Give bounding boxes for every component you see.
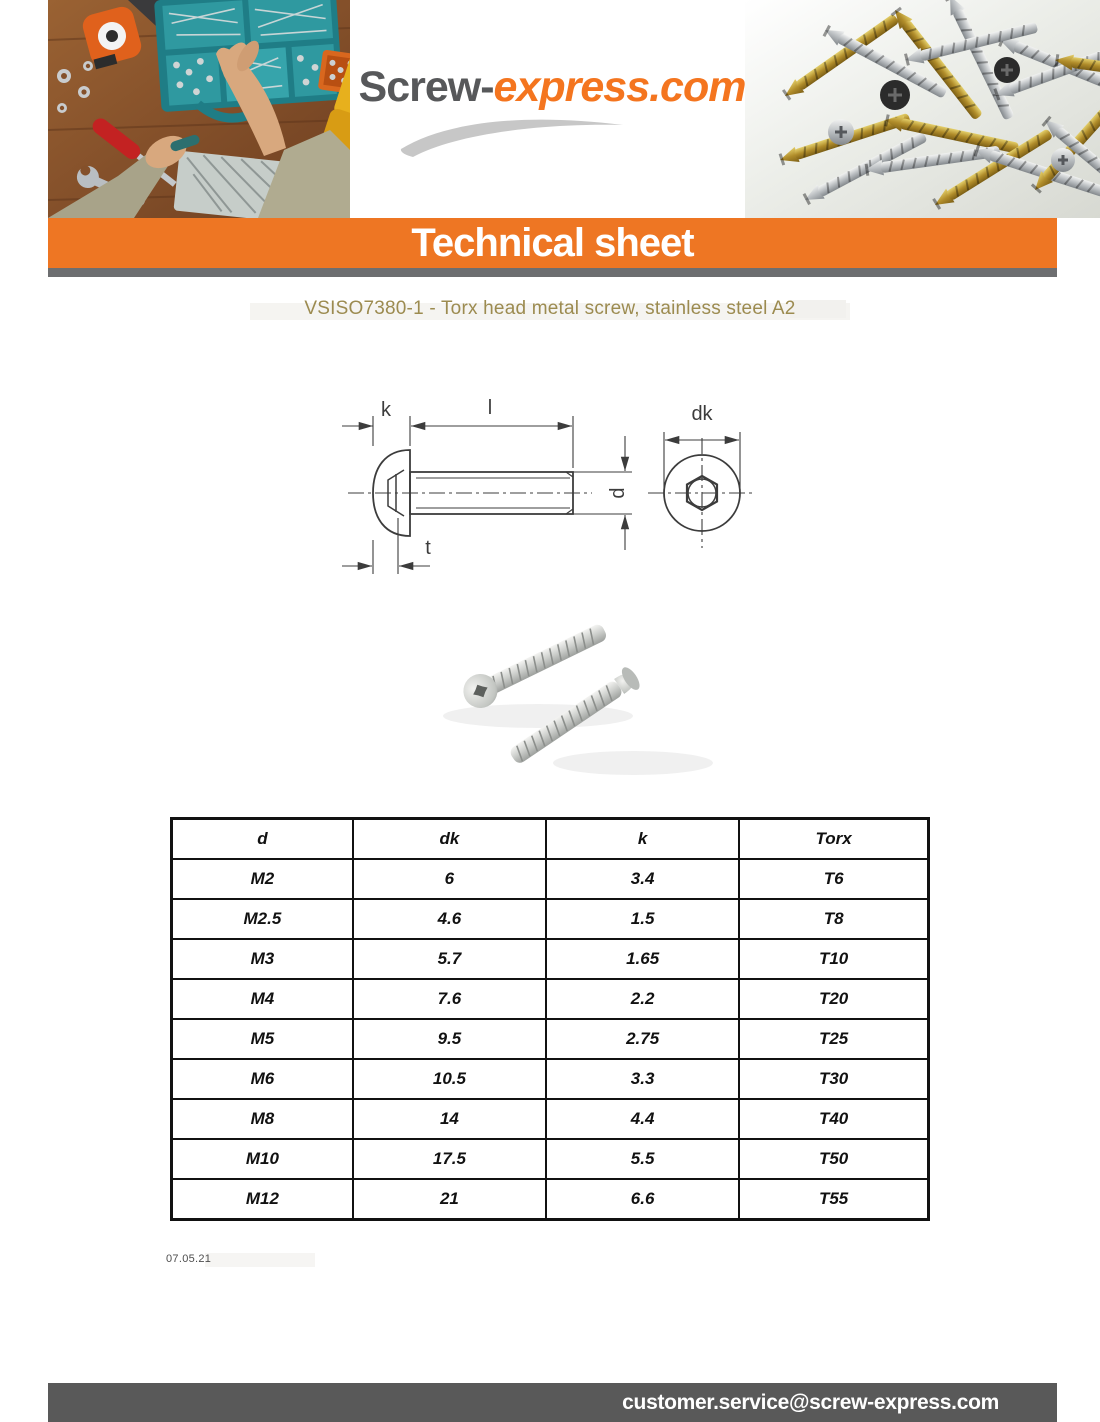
col-header-torx: Torx — [739, 819, 928, 860]
banner-divider — [48, 268, 1057, 277]
table-row — [172, 1059, 929, 1099]
table-row — [172, 1139, 929, 1179]
cell-torx: T10 — [739, 939, 928, 979]
screw-pile-photo — [745, 0, 1100, 218]
cell-d: M5 — [172, 1019, 353, 1059]
cell-k: 1.65 — [546, 939, 739, 979]
document-date: 07.05.21 — [166, 1253, 212, 1265]
screw-pile-graphic — [745, 0, 1100, 218]
cell-d: M10 — [172, 1139, 353, 1179]
cell-dk: 4.6 — [353, 899, 546, 939]
cell-dk: 5.7 — [353, 939, 546, 979]
cell-d: M8 — [172, 1099, 353, 1139]
col-header-d: d — [172, 819, 353, 860]
cell-k: 5.5 — [546, 1139, 739, 1179]
brand-logo — [352, 63, 752, 157]
cell-k: 1.5 — [546, 899, 739, 939]
cell-k: 3.3 — [546, 1059, 739, 1099]
logo-text-secondary: express.com — [493, 63, 746, 111]
cell-d: M12 — [172, 1179, 353, 1220]
dimension-drawing — [330, 388, 790, 598]
cell-dk: 9.5 — [353, 1019, 546, 1059]
cell-torx: T30 — [739, 1059, 928, 1099]
banner — [48, 218, 1057, 268]
product-photo — [418, 598, 763, 798]
product-subtitle: VSISO7380-1 - Torx head metal screw, stainless steel A2 — [304, 298, 796, 319]
cell-torx: T6 — [739, 859, 928, 899]
logo-text-primary: Screw- — [358, 63, 494, 111]
table-header-row — [172, 819, 929, 860]
cell-dk: 17.5 — [353, 1139, 546, 1179]
cell-k: 2.75 — [546, 1019, 739, 1059]
cell-d: M2 — [172, 859, 353, 899]
table-row — [172, 1019, 929, 1059]
cell-torx: T50 — [739, 1139, 928, 1179]
dimensions-table — [170, 817, 930, 1221]
cell-k: 4.4 — [546, 1099, 739, 1139]
cell-d: M2.5 — [172, 899, 353, 939]
cell-torx: T8 — [739, 899, 928, 939]
cell-d: M6 — [172, 1059, 353, 1099]
cell-dk: 10.5 — [353, 1059, 546, 1099]
cell-d: M4 — [172, 979, 353, 1019]
dim-label-l: l — [487, 397, 493, 419]
cell-torx: T25 — [739, 1019, 928, 1059]
logo-swoosh-graphic — [387, 111, 717, 157]
table-row — [172, 899, 929, 939]
watermark-smudge — [205, 1253, 315, 1267]
table-row — [172, 979, 929, 1019]
cell-d: M3 — [172, 939, 353, 979]
cell-torx: T40 — [739, 1099, 928, 1139]
table-row — [172, 939, 929, 979]
cell-k: 3.4 — [546, 859, 739, 899]
dim-label-k: k — [381, 399, 391, 421]
cell-torx: T20 — [739, 979, 928, 1019]
cell-dk: 7.6 — [353, 979, 546, 1019]
col-header-k: k — [546, 819, 739, 860]
dim-label-dk: dk — [691, 403, 713, 425]
footer-bar — [48, 1383, 1057, 1422]
cell-k: 6.6 — [546, 1179, 739, 1220]
workbench-photo — [48, 0, 350, 218]
table-row — [172, 859, 929, 899]
workbench-photo-graphic — [48, 0, 350, 218]
cell-dk: 14 — [353, 1099, 546, 1139]
dim-label-t: t — [425, 537, 431, 559]
footer-email: customer.service@screw-express.com — [622, 1390, 999, 1414]
cell-torx: T55 — [739, 1179, 928, 1220]
cell-dk: 6 — [353, 859, 546, 899]
col-header-dk: dk — [353, 819, 546, 860]
page-title: Technical sheet — [411, 220, 694, 265]
logo-text — [352, 63, 752, 111]
dim-label-d: d — [607, 487, 629, 499]
table-row — [172, 1179, 929, 1220]
cell-k: 2.2 — [546, 979, 739, 1019]
table-row — [172, 1099, 929, 1139]
cell-dk: 21 — [353, 1179, 546, 1220]
